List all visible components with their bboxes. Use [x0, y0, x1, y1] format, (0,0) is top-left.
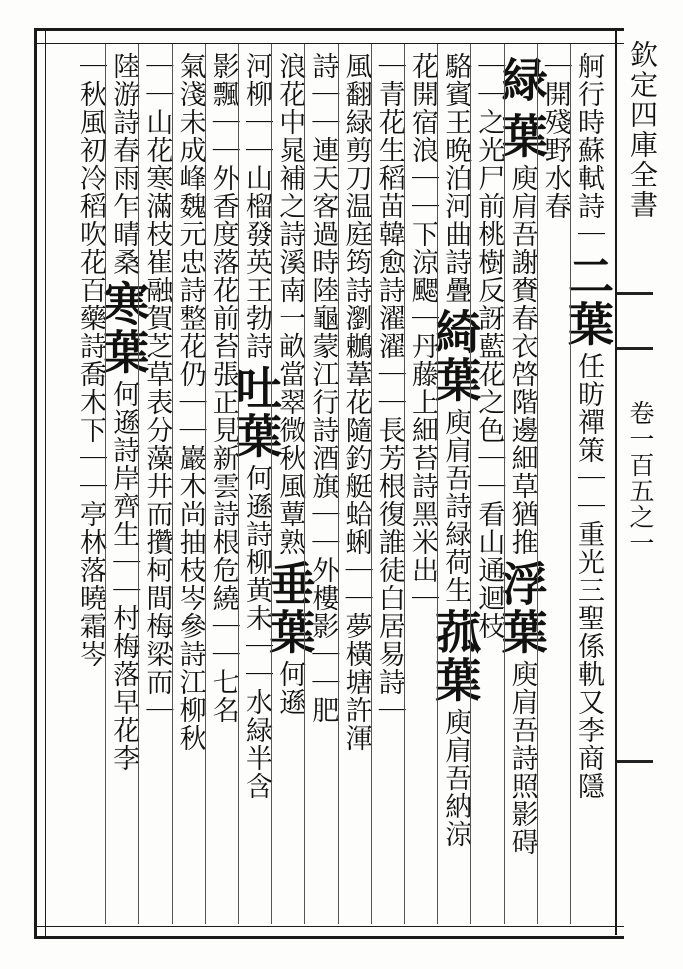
column-rule — [537, 44, 538, 924]
column-text: 河柳｜｜山榴發英王勃詩 — [241, 52, 272, 360]
entry-headword: 綺葉 — [428, 308, 483, 404]
text-column — [74, 52, 106, 668]
entry-headword: 垂葉 — [262, 560, 317, 656]
column-text: 浪花中晁補之詩溪南一畝當翠微秋風蕈熟 — [274, 52, 306, 556]
column-text: ｜秋風初冷稻吹花 — [75, 52, 106, 276]
column-text: 何遜 — [274, 660, 306, 716]
entry-headword: 寒葉 — [96, 280, 151, 376]
text-column — [140, 52, 172, 724]
column-text: 苔張正見新雲詩根危繞｜｜ — [207, 332, 239, 668]
text-column — [561, 52, 615, 800]
text-column — [229, 52, 283, 800]
text-column — [373, 52, 405, 724]
edge-volume-label: 卷一百五之一 — [626, 400, 655, 556]
column-rule — [304, 44, 305, 924]
column-text: 庾肩吾詩緑荷生 — [440, 408, 472, 604]
column-rule — [338, 44, 339, 924]
column-text: ｜｜山花寒滿枝崔融賀芝草表分藻井而攢柯間梅梁而｜ — [141, 52, 173, 724]
fishtail-lower-mark — [617, 760, 653, 763]
column-rule — [570, 44, 571, 924]
entry-headword: 吐葉 — [229, 364, 283, 460]
column-text: 影飄｜｜外香度落花前 — [207, 52, 239, 332]
column-rule — [437, 44, 438, 924]
text-column — [207, 52, 239, 724]
column-text: 駱賓王晩泊河曲詩疊 — [440, 52, 472, 304]
text-column — [96, 52, 151, 772]
column-text: ｜開殘野水春 — [539, 52, 571, 220]
edge-book-title: 欽定四庫全書 — [626, 40, 659, 220]
column-rule — [238, 44, 239, 924]
text-column — [406, 52, 438, 612]
column-rule — [105, 44, 106, 924]
column-text: 任昉禪策｜｜重光三聖係軌又李商隱 — [573, 352, 604, 800]
column-rule — [271, 44, 272, 924]
entry-headword: 二葉 — [561, 252, 615, 348]
page-frame-right — [615, 28, 619, 935]
column-text: 七名 — [207, 668, 239, 724]
text-column — [340, 52, 372, 752]
text-column — [428, 52, 483, 848]
column-rule — [470, 44, 471, 924]
fishtail-mark — [617, 292, 653, 350]
page-frame-bottom — [34, 926, 624, 939]
column-text: 舸行時蘇軾詩｜ — [573, 52, 604, 248]
column-text: ｜青花生稻苗韓愈詩濯濯｜｜長芳根復誰徒白居易詩｜ — [373, 52, 405, 724]
column-text: 氣淺未成峰魏元忠詩整花仍｜｜巖木尚抽枝岑參詩江柳秋 — [174, 52, 206, 752]
entry-headword: 葉 — [494, 112, 549, 160]
column-rule — [504, 44, 505, 924]
column-text: 百藥詩喬木下｜｜亭林落曉霜岑 — [75, 276, 106, 668]
text-column — [174, 52, 206, 752]
column-rule — [205, 44, 206, 924]
column-text: 何遜詩柳黄未｜｜水緑半含 — [241, 464, 272, 800]
column-text: 花開宿浪｜｜下涼颸 — [407, 52, 438, 304]
entry-headword: 菰葉 — [428, 608, 483, 704]
text-column — [494, 52, 549, 856]
page-frame-top — [34, 28, 624, 44]
column-text: 詩黑米出｜ — [407, 472, 438, 612]
column-text: 庾肩吾詩照影碍 — [506, 660, 538, 856]
column-rule — [404, 44, 405, 924]
column-text: 風翻緑剪刀温庭筠詩瀏鶒葦花隨釣艇蛤蜊｜｜夢橫塘許渾 — [340, 52, 372, 752]
page-frame-left — [34, 28, 46, 938]
column-text: 庾肩吾謝賚春衣啓階邊細草猶推 — [506, 164, 538, 556]
entry-headword: 浮葉 — [494, 560, 549, 656]
column-text: 何遜詩岸齊生｜｜村梅落早花李 — [108, 380, 140, 772]
column-text: 庾肩吾納涼 — [440, 708, 472, 848]
column-text: ｜丹藤上細苔 — [407, 304, 438, 472]
entry-headword: 緑 — [494, 56, 549, 104]
column-text: 陸游詩春雨乍晴桑 — [108, 52, 140, 276]
column-rule — [138, 44, 139, 924]
column-rule — [371, 44, 372, 924]
column-rule — [172, 44, 173, 924]
column-text: ｜｜看山通迴枝 — [473, 444, 505, 640]
column-text: ｜｜之光尸前桃樹反訝藍花之色 — [473, 52, 505, 444]
column-text: 詩｜｜連天客過時陸龜蒙江行詩酒旗｜｜外樓影｜｜肥 — [307, 52, 339, 724]
